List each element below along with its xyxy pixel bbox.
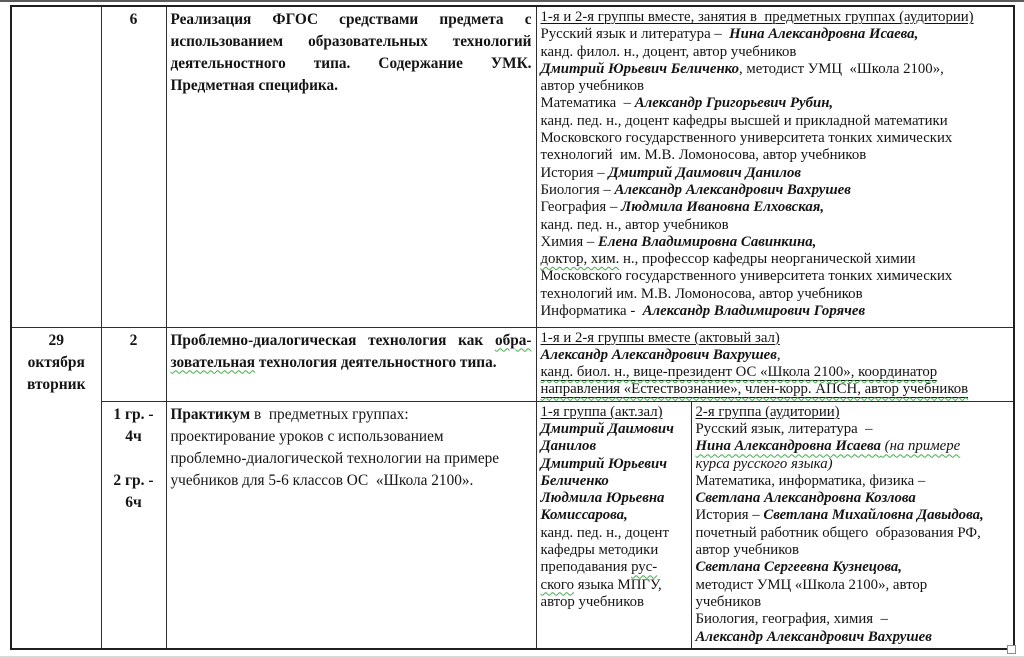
cell-date-29-october: 29 октября вторник — [11, 327, 101, 649]
cell-hours-2: 2 — [101, 327, 166, 401]
cell-topic-problem-dialog: Проблемно-диалогическая технология как обра- зовательная технология деятельностного типа. — [166, 327, 536, 401]
cell-content-assembly-hall: 1-я и 2-я группы вместе (актовый зал) Александр Александрович Вахрушев, канд. биол. н., вице-президент ОС «Школа 2100», координатор направления «Естествознание», член-корр. АПСН, автор учебников — [536, 327, 1014, 401]
cell-topic-practicum: Практикум в предметных группах: проектирование уроков с использованием проблемно-диалогической технологии на примере учебников для 5-6 классов ОС «Школа 2100». — [166, 401, 536, 649]
cell-topic-fgos: Реализация ФГОС средствами предмета с использованием образовательных технологий деятельностного типа. Содержание УМК. Предметная специфика. — [166, 6, 536, 327]
cell-hours-6: 6 — [101, 6, 166, 327]
table-resize-handle[interactable] — [1007, 645, 1016, 654]
cell-content-groups-together: 1-я и 2-я группы вместе, занятия в предметных группах (аудитории) Русский язык и литература – Нина Александровна Исаева, канд. филол. н., доцент, автор учебников Дмитрий Юрьевич Беличенко, методист УМЦ «Школа 2100», автор учебников Математика – Александр Григорьевич Рубин, канд. пед. н., доцент кафедры высшей и прикладной математики Московского государственного университета тонких химических технологий им. М.В. Ломоносова, автор учебников История – Дмитрий Даимович Данилов Биология – Александр Александрович Вахрушев География – Людмила Ивановна Елховская, канд. пед. н., автор учебников Химия – Елена Владимировна Савинкина, доктор, хим. н., профессор кафедры неорганической химии Московского государственного университета тонких химических технологий им. М.В. Ломоносова, автор учебников Информатика - Александр Владимирович Горячев — [536, 6, 1014, 327]
cell-content-group2: 2-я группа (аудитории) Русский язык, литература – Нина Александровна Исаева (на примере курса русского языка) Математика, информатика, физика – Светлана Александровна Козлова История – Светлана Михайловна Давыдова, почетный работник общего образования РФ, автор учебников Светлана Сергеевна Кузнецова, методист УМЦ «Школа 2100», автор учебников Биология, география, химия – Александр Александрович Вахрушев — [691, 401, 1014, 649]
table-row — [11, 327, 1014, 401]
table-row — [11, 401, 1014, 649]
cell-hours-groups: 1 гр. - 4ч 2 гр. - 6ч — [101, 401, 166, 649]
schedule-table — [10, 5, 1015, 650]
table-row — [11, 6, 1014, 327]
window-top-edge — [0, 0, 1024, 2]
cell-date-empty — [11, 6, 101, 327]
cell-content-group1: 1-я группа (акт.зал) Дмитрий Даимович Данилов Дмитрий Юрьевич Беличенко Людмила Юрьевна Комиссарова, канд. пед. н., доцент кафедры методики преподавания рус- ского языка МПГУ, автор учебников — [536, 401, 691, 649]
